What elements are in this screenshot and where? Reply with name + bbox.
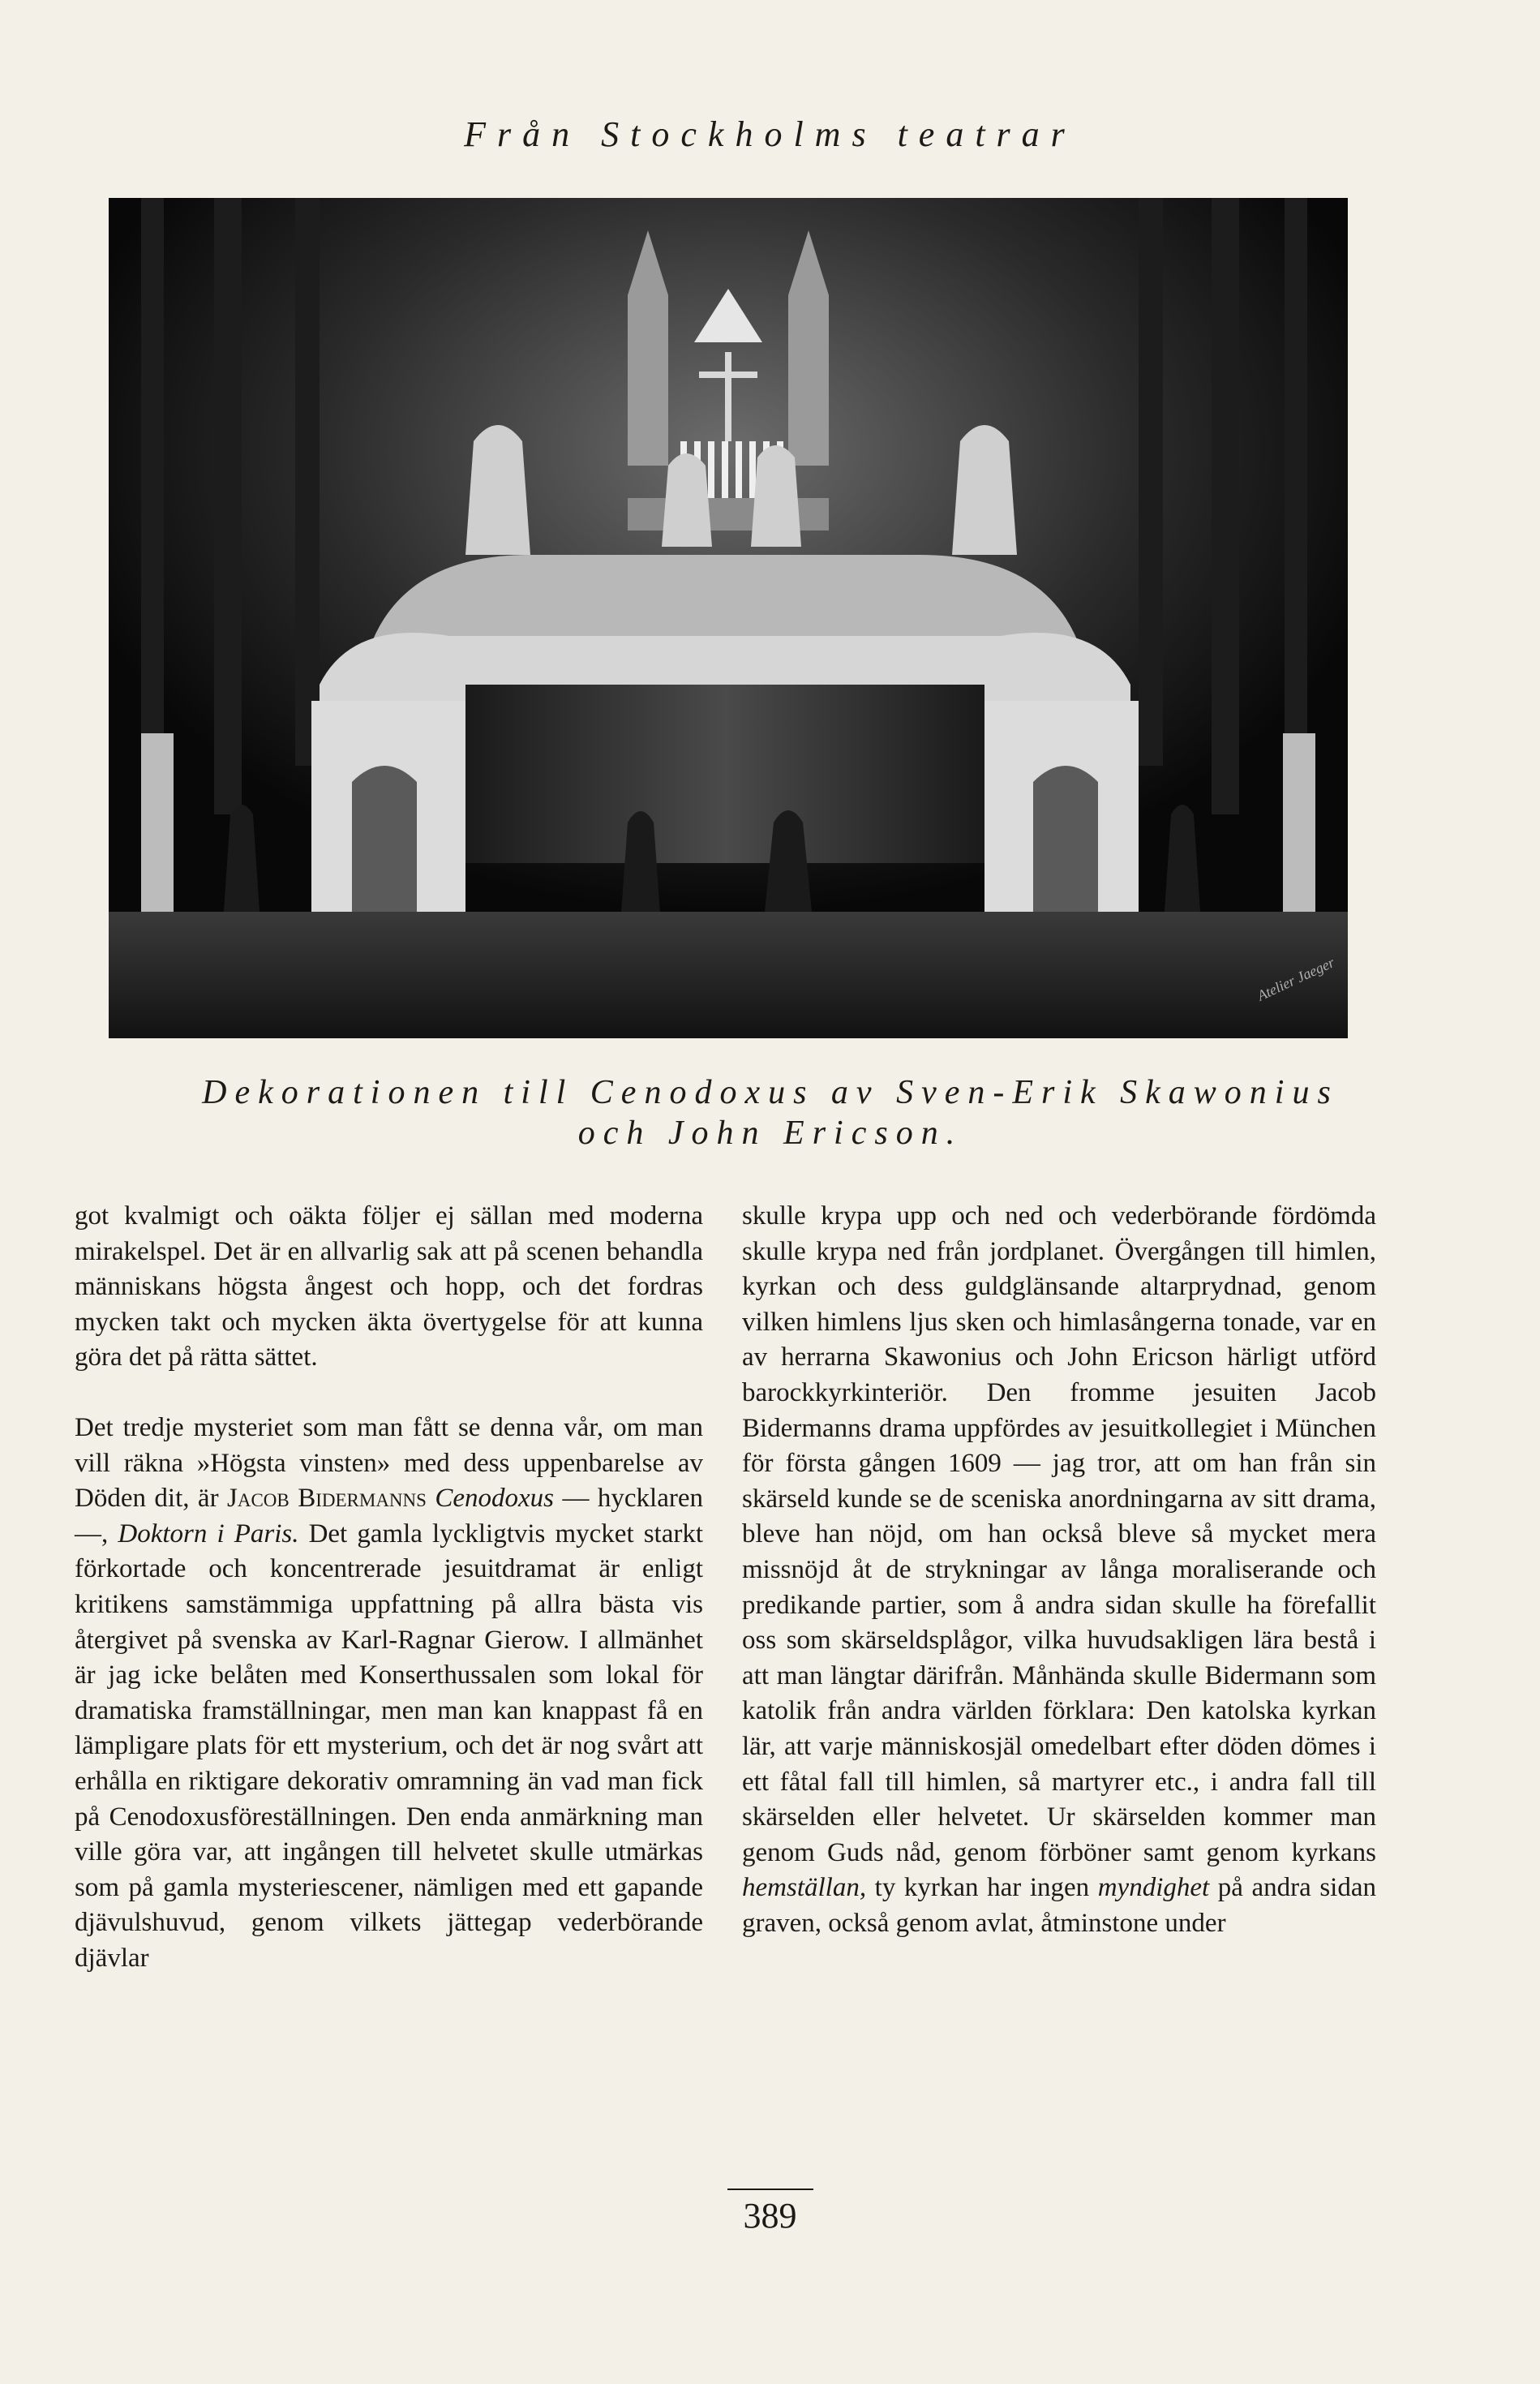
play-subtitle: Doktorn i Paris. [118,1518,299,1549]
right-door [1033,766,1098,912]
paragraph-2-text-c: Det gamla lyckligtvis mycket starkt förkortade och koncentrerade jesuitdramat är enligt kritikens samstämmiga uppfattning på allra bästa vis återgivet på svenska av Karl-Ragnar Gierow. I allmänhet är jag icke belåten med Konserthussalen som lokal för dramatiska framställningar, men man kan knappast få en lämpligare plats för ett mysterium, och det är nog svårt att erhålla en riktigare dekorativ omramning än vad man fick på Cenodoxusföreställningen. Den enda anmärkning man ville göra var, att ingången till helvetet skulle utmärkas som på gamla mysteriescener, nämligen med ett gapande djävulshuvud, genom vilkets jättegap vederbörande djävlar [75,1518,704,1973]
emphasis-myndighet: myndighet [1097,1873,1210,1903]
left-door [352,766,417,912]
figure-caption [97,1072,1443,1153]
play-title: Cenodoxus [435,1484,555,1514]
paragraph-3-text-c: på andra sidan graven, också genom avlat, åtminstone under [742,1873,1376,1938]
left-column [75,1199,703,1976]
page-number [0,2189,1540,2236]
paragraph-2-text-b: — hycklaren —, [75,1484,703,1549]
running-head: Från Stockholms teatrar [464,114,1076,154]
photographer-signature: Atelier Jaeger [1255,954,1337,1004]
paragraph-1: got kvalmigt och oäkta följer ej sällan med moderna mirakelspel. Det är en allvarlig sak att på scenen behandla människans högsta ångest och hopp, och det fordras mycken takt och mycken äkta övertygelse för att kunna göra det på rätta sättet. [75,1201,703,1372]
right-column [742,1199,1376,1941]
crucifix-post [725,352,731,441]
paragraph-3-text-b: ty kyrkan har ingen [866,1873,1098,1903]
caption-line-2: och John Ericson. [577,1115,963,1152]
caption-line-1: Dekorationen till Cenodoxus av Sven-Erik Skawonius [202,1074,1339,1111]
stage-photograph [109,198,1348,1038]
paragraph-3-text-a: skulle krypa upp och ned och vederbörande fördömda skulle krypa ned från jordplanet. Övergången till himlen, kyrkan och dess guldglänsande altarprydnad, genom vilken himlens ljus sken och himlasångerna tonade, var en av herrarna Skawonius och John Ericson härligt utförd barockkyrkinteriör. Den fromme jesuiten Jacob Bidermanns drama uppfördes av jesuitkollegiet i München för första gången 1609 — jag tror, att om han från sin skärseld kunde se de sceniska anordningarna av sitt drama, bleve han nöjd, om han också bleve så mycket mera missnöjd åt de strykningar av långa moraliserande och predikande partier, som å andra sidan skulle ha förefallit oss som skärseldsplågor, vilka huvudsakligen lära bestå i att man längtar därifrån. Månhända skulle Bidermann som katolik från andra världen förklara: Den katolska kyrkan lär, att varje människosjäl omedelbart efter döden dömes i ett fåtal fall till himlen, så martyrer etc., i andra fall till skärselden eller helvetet. Ur skärselden kommer man genom Guds nåd, genom förböner samt genom kyrkans [742,1201,1376,1867]
crucifix-beam [699,372,757,378]
left-portal [311,701,465,912]
stage-set-illustration [109,198,1348,1038]
emphasis-hemstallan: hemställan, [742,1873,867,1903]
paragraph-2 [75,1411,703,1977]
stage-floor [109,912,1348,1038]
central-curtain [465,685,984,863]
paragraph-3 [742,1199,1376,1941]
page-number-value: 389 [727,2189,813,2236]
paragraph-2-text-a: Det tredje mysteriet som man fått se denna vår, om man vill räkna »Högsta vinsten» med dess uppenbarelse av Döden dit, är [75,1412,703,1514]
author-name: Jacob Bidermanns [227,1484,427,1514]
right-portal [984,701,1139,912]
